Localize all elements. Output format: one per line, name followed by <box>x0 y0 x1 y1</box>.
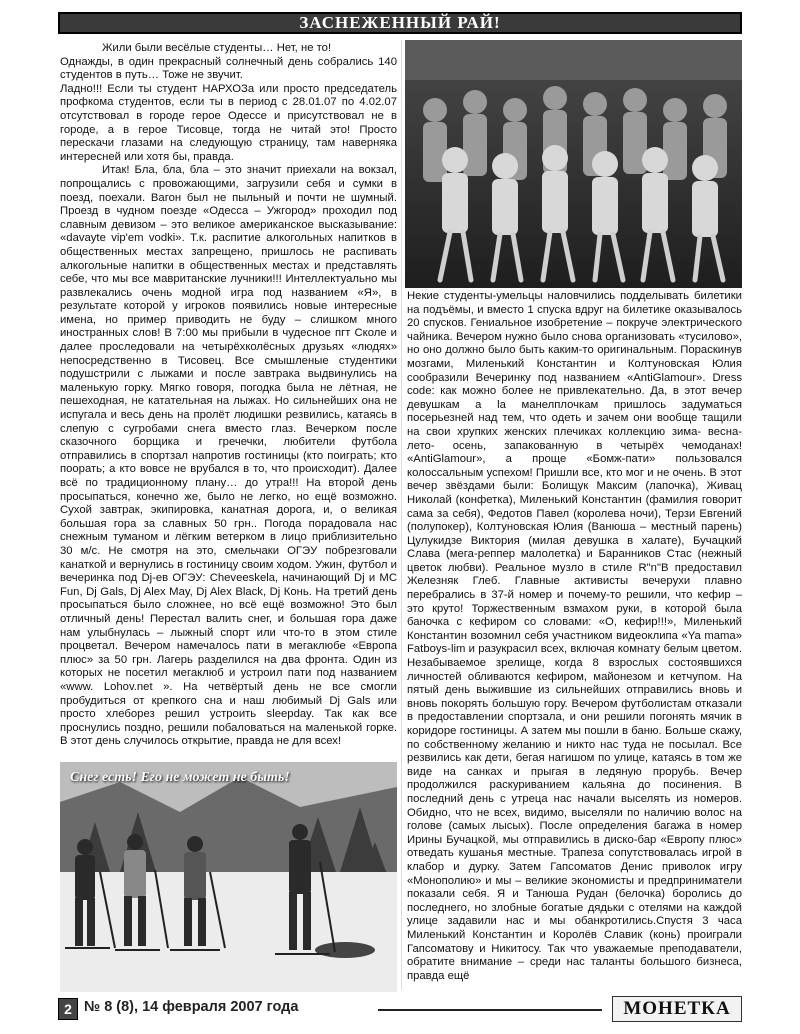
party-photo-illustration <box>405 40 742 288</box>
paragraph: Ладно!!! Если ты студент НАРХОЗа или просто председатель профкома студентов, если ты в период с 28.01.07 по 4.02.07 отсутствовал в городе герое Одессе и присутствовал не в городе, а в герое Тисовце, тогда не читай это! Просто перескачи глазами на следующую страницу, там наверняка интересней или хотя бы, правда. <box>60 82 397 163</box>
ski-photo <box>60 762 397 992</box>
column-divider <box>401 40 402 990</box>
party-photo <box>405 40 742 288</box>
paragraph: Некие студенты-умельцы наловчились подделывать билетики на подъёмы, и вместо 1 спуска вдруг на билетике оказывалось 20 спусков. Гениальное изобретение – покруче электрического чайника. Вечером нужно было снова организовать «тусилово», но оно должно было быть каким-то оригинальным. Пораскинув мозгами, Миленький Константин и Колтуновская Юлия сообразили Вечеринку под названием «AntiGlamour». Dress code: как можно более не привлекательно. Да, в этот вечер девушкам а la манелплочкам пришлось задуматься посерьезней над тем, что одеть и зачем они вообще тащили на свои хрупких женских плечиках коллекцию зима- весна- лето- осень, запакованную в четырёх чемоданах! «AntiGlamour», а проще «Бомж-пати» пользовался колоссальным успехом! Пришли все, кто мог и не очень. В этот вечер звёздами были: Болищук Максим (лапочка), Живац Николай (конфетка), Миленький Константин (фамилия говорит сама за себя), Федотов Павел (королева ночи), Терзи Евгений (полупокер), Колтуновская Юлия (Ванюша – местный парень) Цулукидзе Виктория (милая девушка в халате), Бучацкий Слава (мега-реппер малолетка) и Баранников Стас (нежный цветок любви). Реальное музло в стиле R"n"B предоставил Железняк Глеб. Главные активисты вечеруxи плавно перебрались в 37-й номер и почему-то решили, что кефир – это круто! Торжественным взмахом руки, в которой была баночка с кефиром со словами: «О, кефир!!!», Миленький Константин возомнил себя участником видеоклипа «Ya mama» Fatboys-lim и разукрасил всех, включая комнату белым цветом. Незабываемое зрелище, когда 8 взрослых состоявшихся личностей обливаются кефиром, майонезом и кетчупом. На пятый день выжившие из сильнейших отправились вновь и вновь покорять большую гору. Вечером футболистам отказали в предоставлении спортзала, и они решили погонять мячик в коридоре гостиницы. А затем мы пошли в баню. Больше скажу, по собственному желанию и никто нас туда не посылал. Все резвились как дети, бегая нагишом по улице, катаясь в том же виде на санках и прыгая в ледяную прорубь. Вечер продолжился раскуриванием кальяна до посинения. В последний день с утреца нас начали выселять из номеров. Обидно, что не всех, видимо, выселяли по наличию волос на голове (самых лысых). После определения багажа в номер Ирины Бучацкой, мы отправились в диско-бар «Европу плюс» отведать кушанья местные. Трапеза сопутствовалась игрой в клабор и дурку. Затем Гапсоматов Денис приволок игру «Монополию» и мы – великие экономисты и предприниматели показали себя. Я и Танюша Рудан (белочка) боролись до последнего, но злобные богатые дядьки с отелями на каждой улице задавили нас и мы обанкротились.Спустя 3 часа Миленький Константин и Королёв Славик (конь) проиграли Гапсоматову и Никитосу. Так что уважаемые преподаватели, обратите внимание – среди нас таланты большого бизнеса, правда ещё <box>407 290 742 982</box>
issue-info: № 8 (8), 14 февраля 2007 года <box>84 999 299 1015</box>
ski-photo-illustration <box>60 762 397 992</box>
page-number: 2 <box>58 998 78 1020</box>
left-text-column <box>60 42 397 760</box>
article-title: ЗАСНЕЖЕННЫЙ РАЙ! <box>299 13 501 32</box>
footer-rule <box>378 1009 602 1011</box>
article-header <box>58 12 742 34</box>
right-text-column <box>407 290 742 1008</box>
paragraph: Однажды, в один прекрасный солнечный день собрались 140 студентов в путь… Тоже не звучит. <box>60 55 397 82</box>
paragraph: Итак! Бла, бла, бла – это значит приехали на вокзал, попрощались с провожающими, загрузили себя и сумки в поезд, поехали. Вагон был не пыльный и почти не шумный. Проезд в чудном поезде «Одесса – Ужгород» проходил под славным девизом – это великое американское высказывание: «davayte vip'em vodki». Т.к. распитие алкогольных напитков в общественных местах запрещено, пришлось не распивать алкогольные напитки в общественных местах и представлять себе, что мы все мавританские лучники!!! Интеллектуально мы развлекались очень модной игра под названием «Я», в результате которой у игроков появились новые интересные имена, но пример приводить не буду – слишком много иностранных слов! В 7:00 мы прибыли в чудесное пгт Сколе и далее проследовали на четырёхколёсных друзьях «людях» непосредственно в Тисовец. Все смышленые студентики подушстрили с лыжами и после завтрака выдвинулись на маленькую горку. Мягко говоря, погодка была не лётная, не пешеходная, не катательная на лыжах. Но сильнейших она не испугала и весь день на пролёт людишки резвились, катаясь в слепую с сугробами снега вместо глаз. Вечерком после сказочного борщика и гречечки, любители футбола отправились в спортзал напротив гостиницы (кто поиграть; кто поорать; а кто вовсе не врубался в то, что происходит). Далее всё по традиционному плану… до утра!!! На второй день просыпаться, конечно же, было не легко, но ещё возможно. Сухой завтрак, экипировка, канатная дорога, и, о великая большая гора за славных 50 грн.. Погода порадовала нас снежным туманом и лёгким ветерком в лицо приблизительно 30 м/с. Не смотря на это, смельчаки ОГЭУ побрезговали канаткой и вернулись в гостиницу своим ходом. Ужин, футбол и вечеринка под Dj-ев ОГЭУ: Cheveeskela, начинающий Dj и MC Fun, Dj Gals, Dj Alex May, Dj Alex Black, Dj Конь. На третий день просыпаться было сложнее, но всё ещё возможно! Это был отличный день! Перестал валить снег, и большая гора даже нам улыбнулась – лыжный спорт или что-то в этом стиле процветал. Вечером намечалось пати в мегаклюбе «Европа плюс» за 50 грн. Лагерь разделился на два фронта. Один из которых не посетил мегаклюб и устроил пати под названием «www. Lohov.net ». На четвёртый день не все смогли пробудиться от крепкого сна и наш любимый Dj Gals или просто хлеборез решил устроить sleepday. Так как все проснулись поздно, решили побаловаться на маленькой горке. В этот день случилось открытие, правда не для всех! <box>60 164 397 748</box>
newspaper-logo-text: МОНЕТКА <box>623 998 731 1019</box>
ski-photo-caption: Снег есть! Его не может не быть! <box>70 770 290 785</box>
newspaper-logo <box>612 996 742 1022</box>
paragraph: Жили были весёлые студенты… Нет, не то! <box>102 42 332 54</box>
page-footer <box>58 996 742 1022</box>
